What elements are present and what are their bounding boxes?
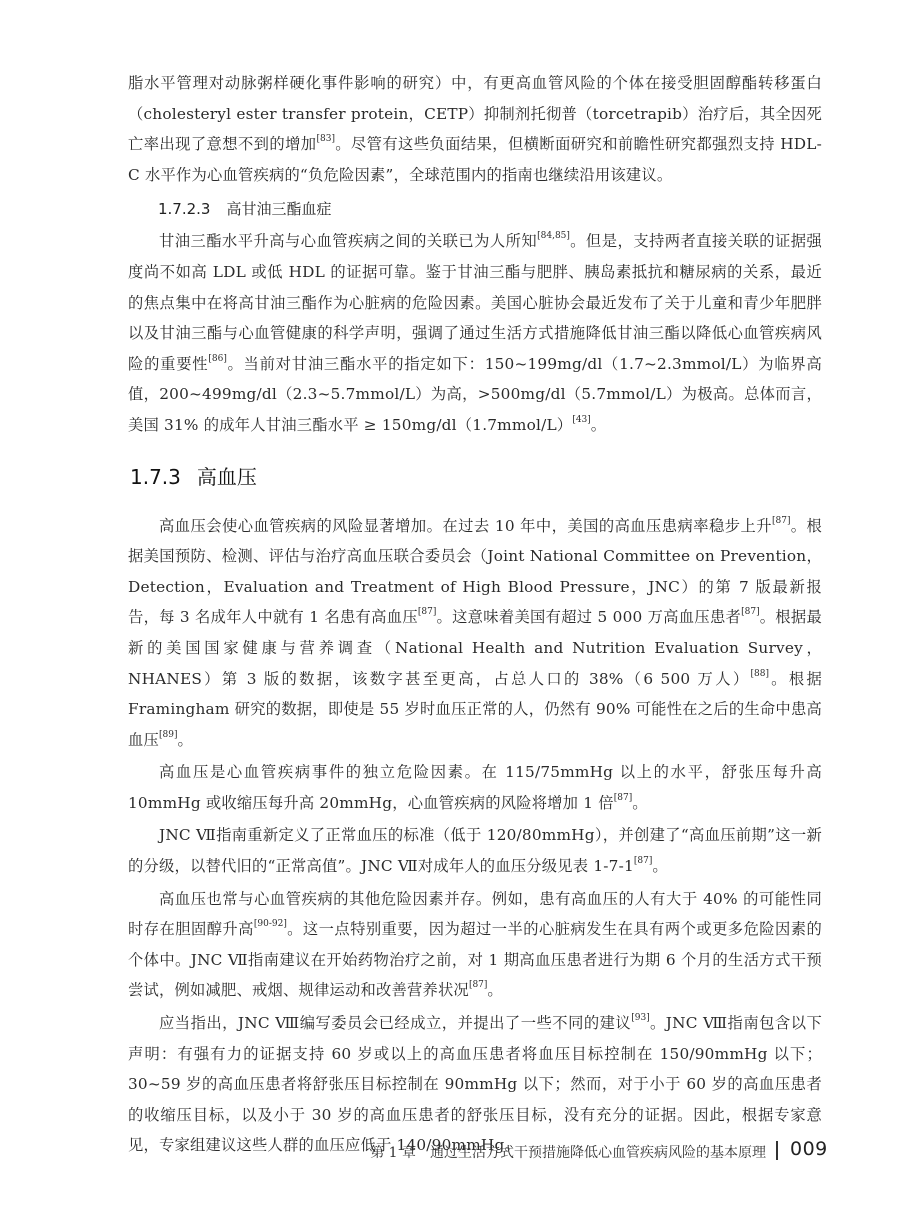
paragraph-hypertension-prevalence (128, 511, 822, 756)
citation-ref: [43] (572, 414, 591, 425)
subsection-number: 1.7.2.3 (158, 200, 211, 219)
page-footer (0, 1138, 900, 1164)
section-title: 高血压 (196, 464, 257, 489)
section-heading (130, 463, 822, 491)
subsection-heading (158, 194, 822, 224)
paragraph-text: 应当指出，JNC Ⅷ编写委员会已经成立，并提出了一些不同的建议 (159, 1014, 632, 1033)
paragraph-hdl-continuation (128, 68, 822, 190)
paragraph-text: 高血压会使心血管疾病的风险显著增加。在过去 10 年中，美国的高血压患病率稳步上升 (159, 516, 773, 535)
paragraph-text: 。但是，支持两者直接关联的证据强度尚不如高 LDL 或低 HDL 的证据可靠。鉴于甘油三酯与肥胖、胰岛素抵抗和糖尿病的关系，最近的焦点集中在将高甘油三酯作为心脏病的危险因素。美国心脏协会最近发布了关于儿童和青少年肥胖以及甘油三酯与心血管健康的科学声明，强调了通过生活方式措施降低甘油三酯以降低心血管疾病风险的重要性 (128, 232, 822, 373)
citation-ref: [83] (316, 134, 335, 145)
paragraph-triglycerides (128, 226, 822, 440)
page-body (128, 68, 822, 1161)
paragraph-text: 高血压是心血管疾病事件的独立危险因素。在 115/75mmHg 以上的水平，舒张压每升高 10mmHg 或收缩压每升高 20mmHg，心血管疾病的风险将增加 1 倍 (128, 763, 822, 812)
paragraph-text: 甘油三酯水平升高与心血管疾病之间的关联已为人所知 (159, 232, 538, 251)
paragraph-text: 。 (652, 857, 668, 876)
paragraph-text: 。JNC Ⅷ指南包含以下声明：有强有力的证据支持 60 岁或以上的高血压患者将血压目标控制在 150/90mmHg 以下；30~59 岁的高血压患者将舒张压目标控制在 90mmHg 以下；然而，对于小于 60 岁的高血压患者的收缩压目标，以及小于 30 岁的高血压患者的舒张压目标，没有充分的证据。因此，根据专家意见，专家组建议这些人群的血压应低于 140/90mmHg。 (128, 1014, 822, 1155)
citation-ref: [88] (750, 668, 770, 679)
paragraph-independent-risk (128, 757, 822, 818)
paragraph-text: 。根据 Framingham 研究的数据，即使是 55 岁时血压正常的人，仍然有 90% 可能性在之后的生命中患高血压 (128, 669, 822, 749)
footer-divider (776, 1141, 778, 1160)
citation-ref: [87] (613, 792, 633, 803)
paragraph-text: 。尽管有这些负面结果，但横断面研究和前瞻性研究都强烈支持 HDL-C 水平作为心血管疾病的“负危险因素”，全球范围内的指南也继续沿用该建议。 (128, 135, 822, 184)
paragraph-text: 。这意味着美国有超过 5 000 万高血压患者 (436, 608, 742, 627)
paragraph-text: JNC Ⅶ指南重新定义了正常血压的标准（低于 120/80mmHg），并创建了“高血压前期”这一新的分级，以替代旧的“正常高值”。JNC Ⅶ对成年人的血压分级见表 1-7-1 (128, 826, 822, 876)
paragraph-text: 高血压也常与心血管疾病的其他危险因素并存。例如，患有高血压的人有大于 40% 的可能性同时存在胆固醇升高 (128, 889, 822, 939)
paragraph-text: 。 (487, 981, 503, 1000)
running-footer-chapter: 第 1 章 通过生活方式干预措施降低心血管疾病风险的基本原理 (370, 1145, 766, 1161)
citation-ref: [87] (772, 515, 791, 526)
paragraph-text: 。这一点特别重要，因为超过一半的心脏病发生在具有两个或更多危险因素的个体中。JNC Ⅶ指南建议在开始药物治疗之前，对 1 期高血压患者进行为期 6 个月的生活方式干预尝试，例如减肥、戒烟、规律运动和改善营养状况 (128, 920, 822, 1000)
paragraph-text: 。 (177, 730, 193, 749)
citation-ref: [84,85] (537, 231, 570, 242)
citation-ref: [87] (417, 607, 437, 618)
section-number: 1.7.3 (130, 464, 181, 489)
subsection-title: 高甘油三酯血症 (226, 200, 332, 219)
paragraph-text: 。当前对甘油三酯水平的指定如下：150~199mg/dl（1.7~2.3mmol/L）为临界高值，200~499mg/dl（2.3~5.7mmol/L）为高，>500mg/dl（5.7mmol/L）为极高。总体而言，美国 31% 的成年人甘油三酯水平 ≥ 150mg/dl（1.7mmol/L） (128, 354, 822, 434)
paragraph-coexisting-risks (128, 884, 822, 1006)
paragraph-text: 。 (590, 415, 607, 434)
paragraph-text: 。根据最新的美国国家健康与营养调查（National Health and Nutrition Evaluation Survey，NHANES）第 3 版的数据，该数字甚至更高，占总人口的 38%（6 500 万人） (128, 608, 822, 688)
citation-ref: [93] (631, 1013, 650, 1024)
citation-ref: [87] (468, 980, 488, 991)
citation-ref: [90-92] (253, 919, 287, 930)
citation-ref: [86] (208, 353, 227, 364)
paragraph-text: 。 (632, 793, 648, 812)
paragraph-text: 。根据美国预防、检测、评估与治疗高血压联合委员会（Joint National Committee on Prevention，Detection，Evaluation and Treatment of High Blood Pressure，JNC）的第 7 版最新报告，每 3 名成年人中就有 1 名患有高血压 (128, 516, 822, 627)
paragraph-jnc7-definition (128, 820, 822, 881)
paragraph-text: 脂水平管理对动脉粥样硬化事件影响的研究）中，有更高血管风险的个体在接受胆固醇酯转移蛋白（cholesteryl ester transfer protein，CETP）抑制剂托彻普（torcetrapib）治疗后，其全因死亡率出现了意想不到的增加 (128, 74, 822, 154)
citation-ref: [87] (633, 856, 653, 867)
citation-ref: [89] (159, 729, 178, 740)
page-number: 009 (790, 1138, 828, 1160)
citation-ref: [87] (741, 607, 760, 618)
